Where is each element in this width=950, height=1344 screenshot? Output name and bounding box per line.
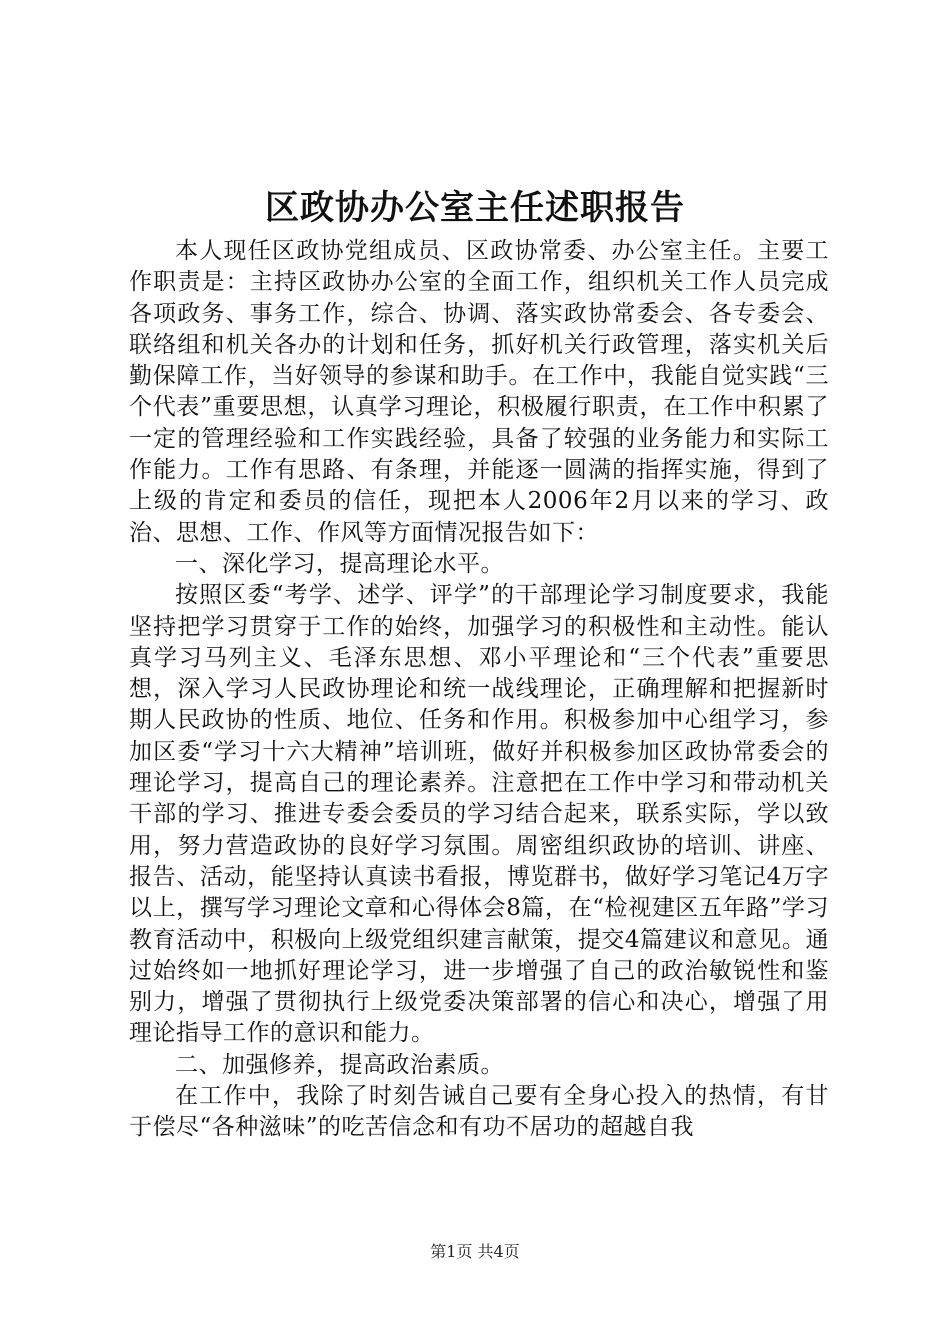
paragraph-section-2: 在工作中，我除了时刻告诫自己要有全身心投入的热情，有甘于偿尽“各种滋味”的吃苦信念和有功不居功的超越自我: [129, 1083, 829, 1141]
page-number: 第1页 共4页: [430, 1242, 520, 1261]
document-title: 区政协办公室主任述职报告: [265, 188, 685, 228]
paragraph-intro: 本人现任区政协党组成员、区政协常委、办公室主任。主要工作职责是：主持区政协办公室的全面工作，组织机关工作人员完成各项政务、事务工作，综合、协调、落实政协常委会、各专委会、联络组和机关各办的计划和任务，抓好机关行政管理，落实机关后勤保障工作，当好领导的参谋和助手。在工作中，我能自觉实践“三个代表”重要思想，认真学习理论，积极履行职责，在工作中积累了一定的管理经验和工作实践经验，具备了较强的业务能力和实际工作能力。工作有思路、有条理，并能逐一圆满的指挥实施，得到了上级的肯定和委员的信任，现把本人2006年2月以来的学习、政治、思想、工作、作风等方面情况报告如下：: [129, 238, 829, 546]
section-heading-2: 二、加强修养，提高政治素质。: [175, 1051, 504, 1078]
document-body: [129, 236, 829, 1144]
section-heading-1: 一、深化学习，提高理论水平。: [175, 550, 504, 577]
paragraph-section-1: 按照区委“考学、述学、评学”的干部理论学习制度要求，我能坚持把学习贯穿于工作的始终，加强学习的积极性和主动性。能认真学习马列主义、毛泽东思想、邓小平理论和“三个代表”重要思想，深入学习人民政协理论和统一战线理论，正确理解和把握新时期人民政协的性质、地位、任务和作用。积极参加中心组学习，参加区委“学习十六大精神”培训班，做好并积极参加区政协常委会的理论学习，提高自己的理论素养。注意把在工作中学习和带动机关干部的学习、推进专委会委员的学习结合起来，联系实际，学以致用，努力营造政协的良好学习氛围。周密组织政协的培训、讲座、报告、活动，能坚持认真读书看报，博览群书，做好学习笔记4万字以上，撰写学习理论文章和心得体会8篇，在“检视建区五年路”学习教育活动中，积极向上级党组织建言献策，提交4篇建议和意见。通过始终如一地抓好理论学习，进一步增强了自己的政治敏锐性和鉴别力，增强了贯彻执行上级党委决策部署的信心和决心，增强了用理论指导工作的意识和能力。: [129, 582, 829, 1047]
